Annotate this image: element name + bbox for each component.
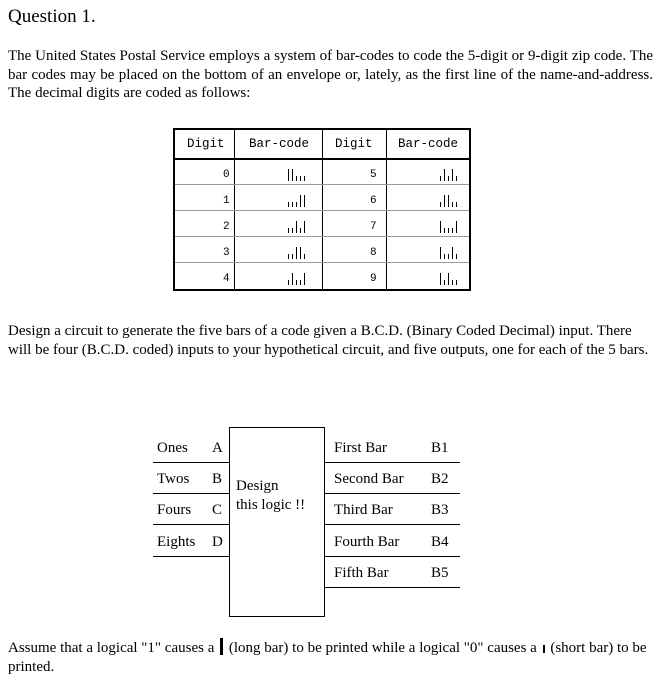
long-bar bbox=[304, 221, 305, 233]
short-bar bbox=[444, 254, 445, 259]
output-line bbox=[325, 462, 460, 463]
barcode-glyph bbox=[288, 195, 308, 207]
short-bar-glyph bbox=[543, 645, 545, 653]
logic-box bbox=[229, 427, 325, 617]
digit-cell: 7 bbox=[370, 221, 377, 233]
short-bar bbox=[304, 176, 305, 181]
input-letter: A bbox=[212, 440, 223, 456]
output-code: B5 bbox=[431, 565, 449, 581]
long-bar bbox=[440, 247, 441, 259]
short-bar bbox=[456, 176, 457, 181]
long-bar bbox=[440, 273, 441, 285]
short-bar bbox=[292, 228, 293, 233]
input-label: Twos bbox=[157, 471, 190, 487]
output-line bbox=[325, 587, 460, 588]
table-row-divider bbox=[175, 262, 469, 263]
short-bar bbox=[288, 202, 289, 207]
digit-cell: 9 bbox=[370, 273, 377, 285]
short-bar bbox=[448, 228, 449, 233]
short-bar bbox=[300, 176, 301, 181]
output-code: B3 bbox=[431, 502, 449, 518]
short-bar bbox=[456, 254, 457, 259]
input-line bbox=[153, 556, 229, 557]
short-bar bbox=[288, 280, 289, 285]
output-label: Fifth Bar bbox=[334, 565, 389, 581]
barcode-glyph bbox=[288, 221, 308, 233]
digit-cell: 3 bbox=[223, 247, 230, 259]
short-bar bbox=[448, 254, 449, 259]
box-text-line: this logic !! bbox=[236, 497, 306, 513]
long-bar bbox=[448, 195, 449, 207]
short-bar bbox=[288, 254, 289, 259]
short-bar bbox=[296, 280, 297, 285]
barcode-glyph bbox=[288, 273, 308, 285]
input-line bbox=[153, 524, 229, 525]
short-bar bbox=[292, 254, 293, 259]
short-bar bbox=[296, 176, 297, 181]
table-header-divider bbox=[175, 158, 469, 160]
long-bar bbox=[452, 169, 453, 181]
long-bar bbox=[456, 221, 457, 233]
short-bar bbox=[452, 202, 453, 207]
output-code: B2 bbox=[431, 471, 449, 487]
long-bar bbox=[300, 247, 301, 259]
short-bar bbox=[292, 202, 293, 207]
short-bar bbox=[296, 202, 297, 207]
intro-paragraph: The United States Postal Service employs a system of bar-codes to code the 5-digit or 9-digit zip code. The bar codes may be placed on the bottom of an envelope or, lately, as the first line of the name-and-address. The decimal digits are coded as follows: bbox=[8, 48, 653, 101]
long-bar bbox=[304, 195, 305, 207]
output-label: Third Bar bbox=[334, 502, 393, 518]
assume-paragraph bbox=[8, 638, 658, 677]
short-bar bbox=[304, 254, 305, 259]
box-text-line: Design bbox=[236, 478, 279, 494]
short-bar bbox=[456, 202, 457, 207]
header-barcode-right: Bar-code bbox=[398, 137, 459, 151]
long-bar bbox=[444, 195, 445, 207]
short-bar bbox=[300, 280, 301, 285]
table-row-divider bbox=[175, 184, 469, 185]
long-bar bbox=[444, 169, 445, 181]
question-title: Question 1. bbox=[8, 6, 96, 27]
output-label: Fourth Bar bbox=[334, 534, 400, 550]
long-bar bbox=[448, 273, 449, 285]
short-bar bbox=[440, 202, 441, 207]
table-row-divider bbox=[175, 236, 469, 237]
long-bar bbox=[292, 273, 293, 285]
digit-cell: 8 bbox=[370, 247, 377, 259]
header-barcode-left: Bar-code bbox=[249, 137, 310, 151]
output-line bbox=[325, 524, 460, 525]
barcode-glyph bbox=[440, 247, 460, 259]
header-digit-left: Digit bbox=[187, 137, 225, 151]
output-label: First Bar bbox=[334, 440, 387, 456]
long-bar bbox=[296, 221, 297, 233]
short-bar bbox=[448, 176, 449, 181]
long-bar bbox=[288, 169, 289, 181]
long-bar-glyph bbox=[220, 638, 223, 655]
short-bar bbox=[452, 228, 453, 233]
digit-cell: 2 bbox=[223, 221, 230, 233]
output-line bbox=[325, 493, 460, 494]
input-letter: B bbox=[212, 471, 223, 487]
input-line bbox=[153, 493, 229, 494]
output-line bbox=[325, 556, 460, 557]
digit-cell: 6 bbox=[370, 195, 377, 207]
short-bar bbox=[456, 280, 457, 285]
short-bar bbox=[444, 228, 445, 233]
output-code: B4 bbox=[431, 534, 449, 550]
barcode-table bbox=[173, 128, 471, 291]
digit-cell: 4 bbox=[223, 273, 230, 285]
output-code: B1 bbox=[431, 440, 449, 456]
design-paragraph: Design a circuit to generate the five bars of a code given a B.C.D. (Binary Coded Decimal) input. There will be four (B.C.D. coded) inputs to your hypothetical circuit, and five outputs, one for each of the 5 bars. bbox=[8, 323, 649, 358]
input-label: Ones bbox=[157, 440, 188, 456]
short-bar bbox=[444, 280, 445, 285]
assume-text: (short bar) to be printed. bbox=[8, 640, 647, 675]
long-bar bbox=[440, 221, 441, 233]
barcode-glyph bbox=[288, 169, 308, 181]
input-letter: D bbox=[212, 534, 223, 550]
barcode-glyph bbox=[440, 273, 460, 285]
barcode-glyph bbox=[440, 221, 460, 233]
digit-cell: 0 bbox=[223, 169, 230, 181]
header-digit-right: Digit bbox=[335, 137, 373, 151]
input-letter: C bbox=[212, 502, 223, 518]
digit-cell: 5 bbox=[370, 169, 377, 181]
logic-box-text bbox=[236, 477, 305, 515]
long-bar bbox=[304, 273, 305, 285]
long-bar bbox=[452, 247, 453, 259]
table-row-divider bbox=[175, 210, 469, 211]
barcode-glyph bbox=[440, 195, 460, 207]
barcode-glyph bbox=[440, 169, 460, 181]
input-label: Fours bbox=[157, 502, 192, 518]
assume-text: Assume that a logical "1" causes a bbox=[8, 640, 215, 656]
long-bar bbox=[300, 195, 301, 207]
short-bar bbox=[300, 228, 301, 233]
short-bar bbox=[440, 176, 441, 181]
digit-cell: 1 bbox=[223, 195, 230, 207]
long-bar bbox=[292, 169, 293, 181]
assume-text: (long bar) to be printed while a logical "0" causes a bbox=[228, 640, 537, 656]
barcode-glyph bbox=[288, 247, 308, 259]
long-bar bbox=[296, 247, 297, 259]
output-label: Second Bar bbox=[334, 471, 404, 487]
input-label: Eights bbox=[157, 534, 196, 550]
short-bar bbox=[288, 228, 289, 233]
short-bar bbox=[452, 280, 453, 285]
input-line bbox=[153, 462, 229, 463]
